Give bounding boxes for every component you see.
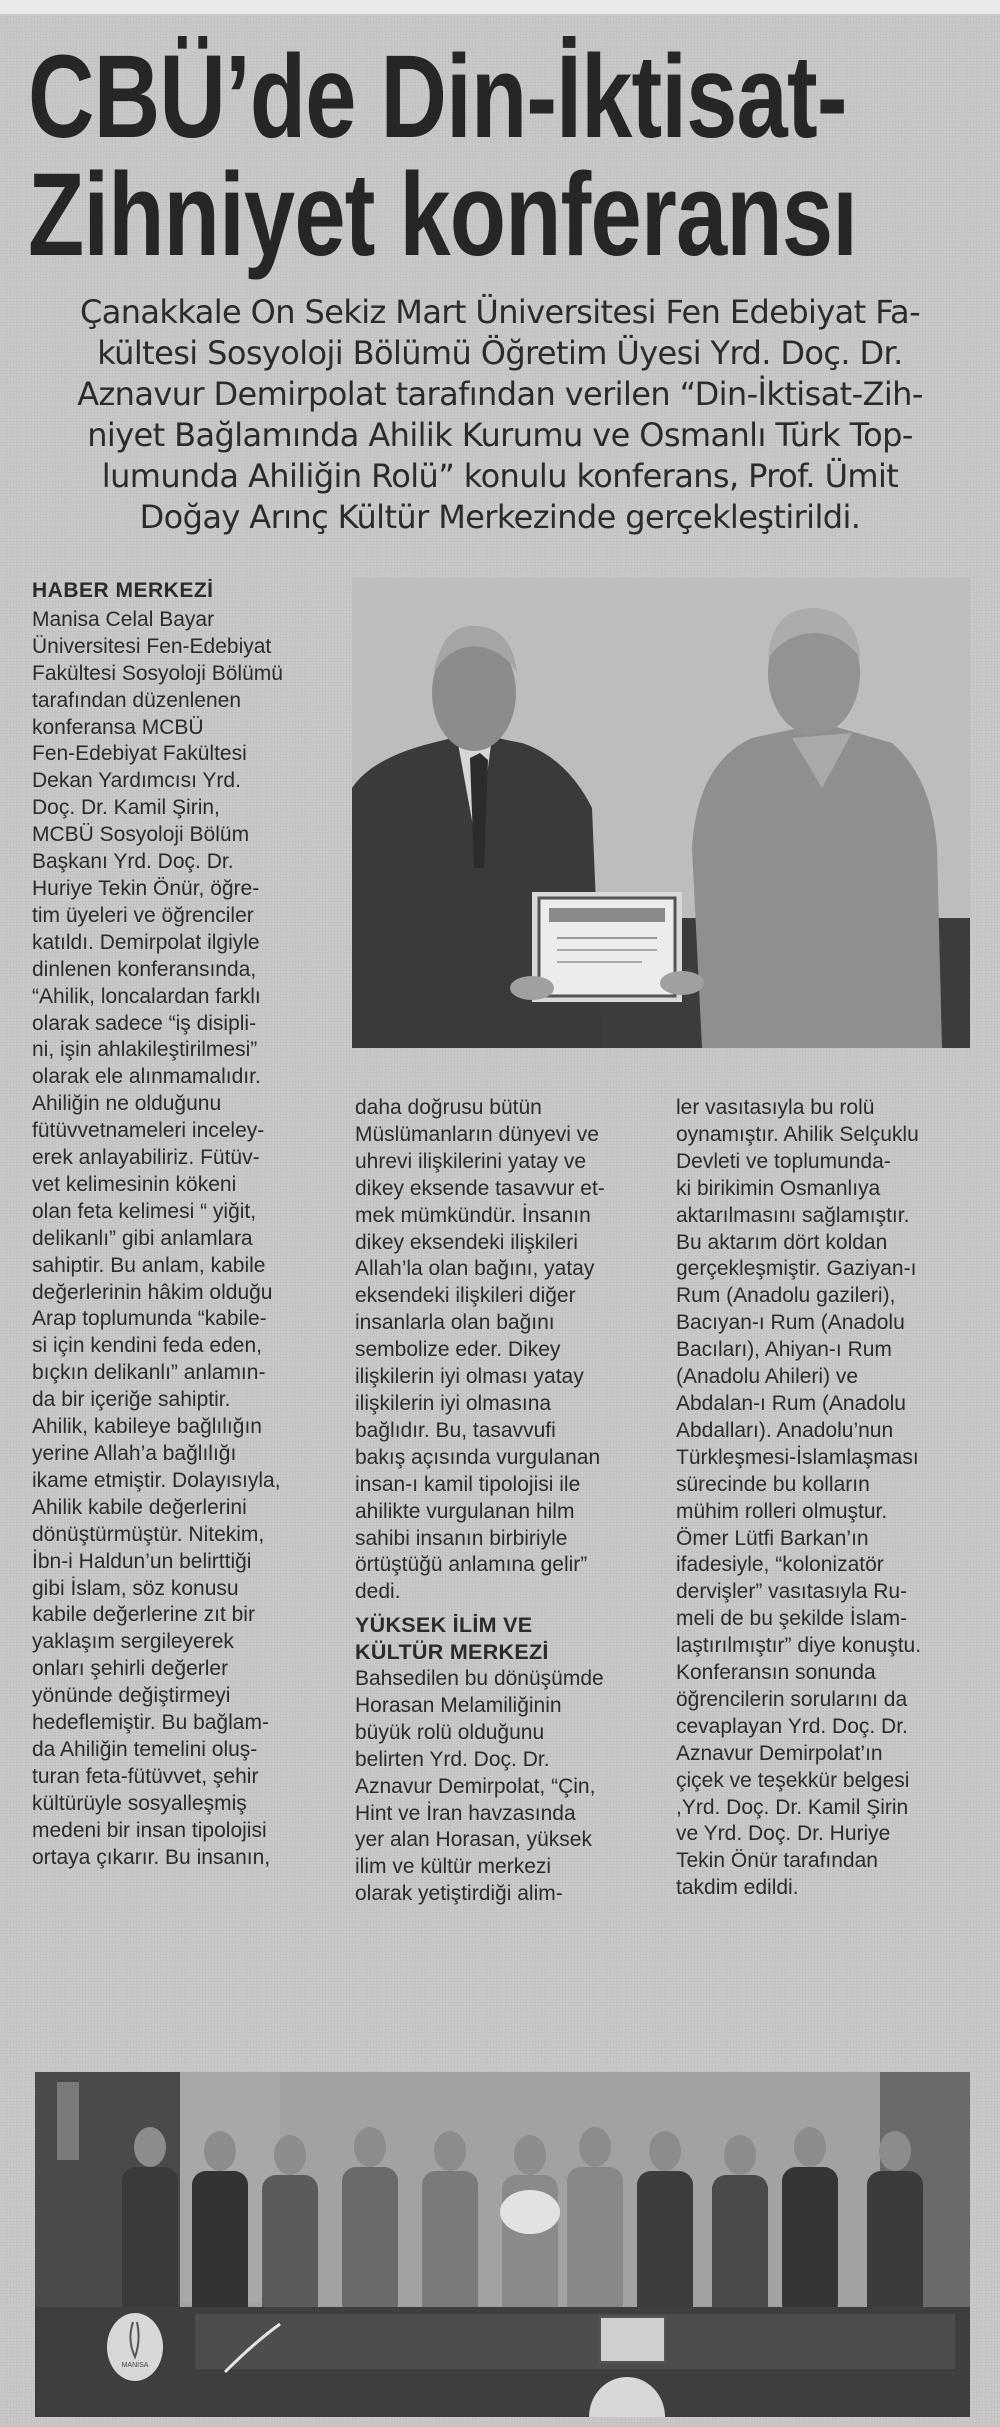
body-text-line: Ahiliğin ne olduğunu [32,1092,222,1116]
body-text-line: sürecinde bu kolların [676,1472,870,1496]
body-text-line: si için kendini feda eden, [32,1334,262,1358]
body-text-line: yer alan Horasan, yüksek [355,1828,592,1852]
person-head [274,2135,306,2175]
person-figure [342,2167,398,2317]
body-text-line: Abdalan-ı Rum (Anadolu [676,1391,906,1415]
byline: HABER MERKEZİ [32,579,214,602]
body-text-line: Horasan Melamiliğinin [355,1693,562,1717]
lead-line: lumunda Ahiliğin Rolü” konulu konferans, Prof. Ümit [101,457,899,495]
right-column [676,1095,976,1902]
body-text-line: meli de bu şekilde İslam- [676,1607,908,1631]
body-text-line: daha doğrusu bütün [355,1096,542,1119]
body-text-line: Devleti ve toplumunda- [676,1149,891,1173]
body-text-line: gibi İslam, söz konusu [32,1576,239,1600]
body-text-line: ni, işin ahlakileştirilmesi” [32,1038,258,1062]
person-head [434,2131,466,2171]
body-text-line: kabile değerlerine zıt bir [32,1603,255,1627]
body-text-line: bakış açısında vurgulanan [355,1445,601,1469]
body-text-line: ilişkilerin iyi olmasına [355,1391,552,1415]
person-head [649,2131,681,2171]
left-column [32,578,332,1872]
body-text-line: Üniversitesi Fen-Edebiyat [32,634,272,658]
body-text-line: ifadesiyle, “kolonizatör [676,1553,884,1577]
body-text-line: Bacıları), Ahiyan-ı Rum [676,1338,892,1362]
body-text-line: Huriye Tekin Önür, öğre- [32,876,260,900]
body-text-line: Bahsedilen bu dönüşümde [355,1667,604,1691]
lead-line: niyet Bağlamında Ahilik Kurumu ve Osmanlı Türk Top- [87,416,913,454]
body-text-line: mühim rolleri olmuştur. [676,1499,888,1523]
body-text-line: ,Yrd. Doç. Dr. Kamil Şirin [676,1795,909,1819]
person-head [354,2127,386,2167]
body-text-line: olarak sadece “iş disipli- [32,1011,257,1035]
body-text-line: ilim ve kültür merkezi [355,1855,552,1879]
clipping-top-edge [0,0,1000,14]
body-text-line: onları şehirli değerler [32,1657,229,1681]
subheading: YÜKSEK İLİM VE [355,1613,533,1638]
body-text-line: uhrevi ilişkilerini yatay ve [355,1149,587,1173]
body-text-line: Manisa Celal Bayar [32,607,215,631]
body-text-line: Rum (Anadolu gazileri), [676,1284,896,1308]
body-text-line: Ahilik, kabileye bağlılığın [32,1415,262,1439]
body-text-line: da Ahiliğin temelini oluş- [32,1737,258,1761]
body-text-line: Aznavur Demirpolat, “Çin, [355,1774,596,1798]
person-figure [192,2171,248,2321]
body-text-line: bıçkın delikanlı” anlamın- [32,1361,266,1385]
body-text-line: Tekin Önür tarafından [676,1849,878,1873]
body-text-line: (Anadolu Ahileri) ve [676,1365,859,1389]
body-text-line: dönüştürmüştür. Nitekim, [32,1522,265,1546]
body-text-line: vet kelimesinin kökeni [32,1172,237,1196]
body-text-line: olarak yetiştirdiği alim- [355,1882,563,1906]
body-text-line: ikame etmiştir. Dolayısıyla, [32,1468,281,1492]
body-text-line: Doç. Dr. Kamil Şirin, [32,796,220,820]
body-text-line: Bu aktarım dört koldan [676,1230,888,1254]
body-text-line: Fakültesi Sosyoloji Bölümü [32,661,283,685]
headline-line: CBÜ’de Din-İktisat- [28,31,847,163]
subheading: KÜLTÜR MERKEZİ [355,1640,549,1665]
person-head [514,2135,546,2175]
person-figure [867,2171,923,2321]
body-text-line: olarak ele alınmamalıdır. [32,1065,261,1089]
body-text-line: erek anlayabiliriz. Fütüv- [32,1146,260,1170]
body-text-line: Ahilik kabile değerlerini [32,1495,247,1519]
body-text-line: ki birikimin Osmanlıya [676,1176,881,1200]
lead-line: kültesi Sosyoloji Bölümü Öğretim Üyesi Yrd. Doç. Dr. [97,334,903,372]
headline [28,31,858,281]
body-text-line: cevaplayan Yrd. Doç. Dr. [676,1714,908,1738]
body-text-line: Abdalları). Anadolu’nun [676,1418,894,1442]
body-text-line: ahilikte vurgulanan hilm [355,1499,575,1523]
certificate-presentation-photo [352,578,970,1048]
body-text-line: Arap toplumunda “kabile- [32,1307,267,1331]
lead-line: Doğay Arınç Kültür Merkezinde gerçekleştirildi. [139,498,861,536]
body-text-line: kültürüyle sosyalleşmiş [32,1791,247,1815]
body-text-line: ve Yrd. Doç. Dr. Huriye [676,1822,891,1846]
body-text-line: gerçekleşmiştir. Gaziyan-ı [676,1257,917,1281]
body-text-line: ler vasıtasıyla bu rolü [676,1096,875,1119]
body-text-line: tim üyeleri ve öğrenciler [32,903,254,927]
body-text-line: Bacıyan-ı Rum (Anadolu [676,1311,905,1335]
body-text-line: dikey eksendeki ilişkileri [355,1230,578,1254]
body-text-line: “Ahilik, loncalardan farklı [32,984,261,1008]
person-figure [782,2167,838,2317]
person-figure [422,2171,478,2321]
person-figure [567,2167,623,2317]
body-text-line: olan feta kelimesi “ yiğit, [32,1199,257,1223]
person-head [879,2131,911,2171]
body-text-line: İbn-i Haldun’un belirttiği [32,1549,252,1573]
headline-line: Zihniyet konferansı [28,149,858,281]
person-head [794,2127,826,2167]
body-text-line: takdim edildi. [676,1876,799,1900]
body-text-line: turan feta-fütüvvet, şehir [32,1764,259,1788]
person-figure [712,2175,768,2325]
person-head [724,2135,756,2175]
body-text-line: tarafından düzenlenen [32,688,242,712]
body-text-line: Aznavur Demirpolat’ın [676,1741,883,1765]
body-text-line: katıldı. Demirpolat ilgiyle [32,930,260,954]
body-text-line: öğrencilerin sorularını da [676,1687,908,1711]
body-text-line: yaklaşım sergileyerek [32,1630,234,1654]
body-text-line: hedeflemiştir. Bu bağlam- [32,1711,269,1735]
body-text-line: sembolize eder. Dikey [355,1338,561,1362]
body-text-line: bağlıdır. Bu, tasavvufi [355,1418,556,1442]
body-text-line: dervişler” vasıtasıyla Ru- [676,1580,908,1604]
lead-line: Aznavur Demirpolat tarafından verilen “Din-İktisat-Zih- [77,375,923,413]
body-text-line: medeni bir insan tipolojisi [32,1818,267,1842]
person-figure [122,2167,178,2317]
group-photo [35,2072,970,2417]
body-text-line: belirten Yrd. Doç. Dr. [355,1747,550,1771]
body-text-line: laştırılmıştır” diye konuştu. [676,1634,922,1658]
body-text-line: sahibi insanın birbiriyle [355,1526,568,1550]
middle-column [355,1095,655,1908]
lead-line: Çanakkale On Sekiz Mart Üniversitesi Fen Edebiyat Fa- [79,293,921,331]
body-text-line: Hint ve İran havzasında [355,1801,576,1825]
body-text-line: eksendeki ilişkileri diğer [355,1284,576,1308]
person-head [579,2127,611,2167]
body-text-line: konferansa MCBÜ [32,715,204,739]
body-text-line: delikanlı” gibi anlamlara [32,1226,253,1250]
body-text-line: oynamıştır. Ahilik Selçuklu [676,1122,919,1146]
body-text-line: Allah’la olan bağını, yatay [355,1257,595,1281]
body-text-line: sahiptir. Bu anlam, kabile [32,1253,266,1277]
body-text-line: yönünde değiştirmeyi [32,1684,231,1708]
body-text-line: fütüvvetnameleri inceley- [32,1119,265,1143]
body-text-line: aktarılmasını sağlamıştır. [676,1203,910,1227]
body-text-line: ortaya çıkarır. Bu insanın, [32,1845,271,1869]
body-text-line: Konferansın sonunda [676,1661,876,1685]
body-text-line: Başkanı Yrd. Doç. Dr. [32,850,234,874]
body-text-line: dinlenen konferansında, [32,957,257,981]
body-text-line: yerine Allah’a bağlılığı [32,1442,237,1465]
body-text-line: büyük rolü olduğunu [355,1720,545,1744]
body-text-line: ilişkilerin iyi olması yatay [355,1365,584,1389]
body-text-line: Fen-Edebiyat Fakültesi [32,742,247,766]
person-figure [637,2171,693,2321]
body-text-line: Türkleşmesi-İslamlaşması [676,1445,919,1469]
body-text-line: da bir içeriğe sahiptir. [32,1388,231,1412]
body-text-line: çiçek ve teşekkür belgesi [676,1768,910,1792]
certificate-frame [600,2317,665,2362]
body-text-line: dikey eksende tasavvur et- [355,1176,605,1200]
body-text-line: MCBÜ Sosyoloji Bölüm [32,823,250,847]
body-text-line: Müslümanların dünyevi ve [355,1122,599,1146]
person-head [204,2131,236,2171]
flower-bouquet [500,2190,560,2234]
body-text-line: örtüştüğü anlamına gelir” [355,1553,588,1577]
person-head [134,2127,166,2167]
body-text-line: Ömer Lütfi Barkan’ın [676,1526,869,1550]
university-logo-icon [107,2313,163,2381]
logo-text: MANİSA [121,2362,149,2369]
body-text-line: insan-ı kamil tipolojisi ile [355,1472,581,1496]
body-text-line: mek mümkündür. İnsanın [355,1203,591,1227]
body-text-line: Dekan Yardımcısı Yrd. [32,769,241,793]
body-text-line: değerlerinin hâkim olduğu [32,1280,273,1304]
body-text-line: dedi. [355,1580,401,1604]
lead-paragraph [30,292,970,538]
body-text-line: insanlarla olan bağını [355,1311,555,1335]
person-figure [262,2175,318,2325]
